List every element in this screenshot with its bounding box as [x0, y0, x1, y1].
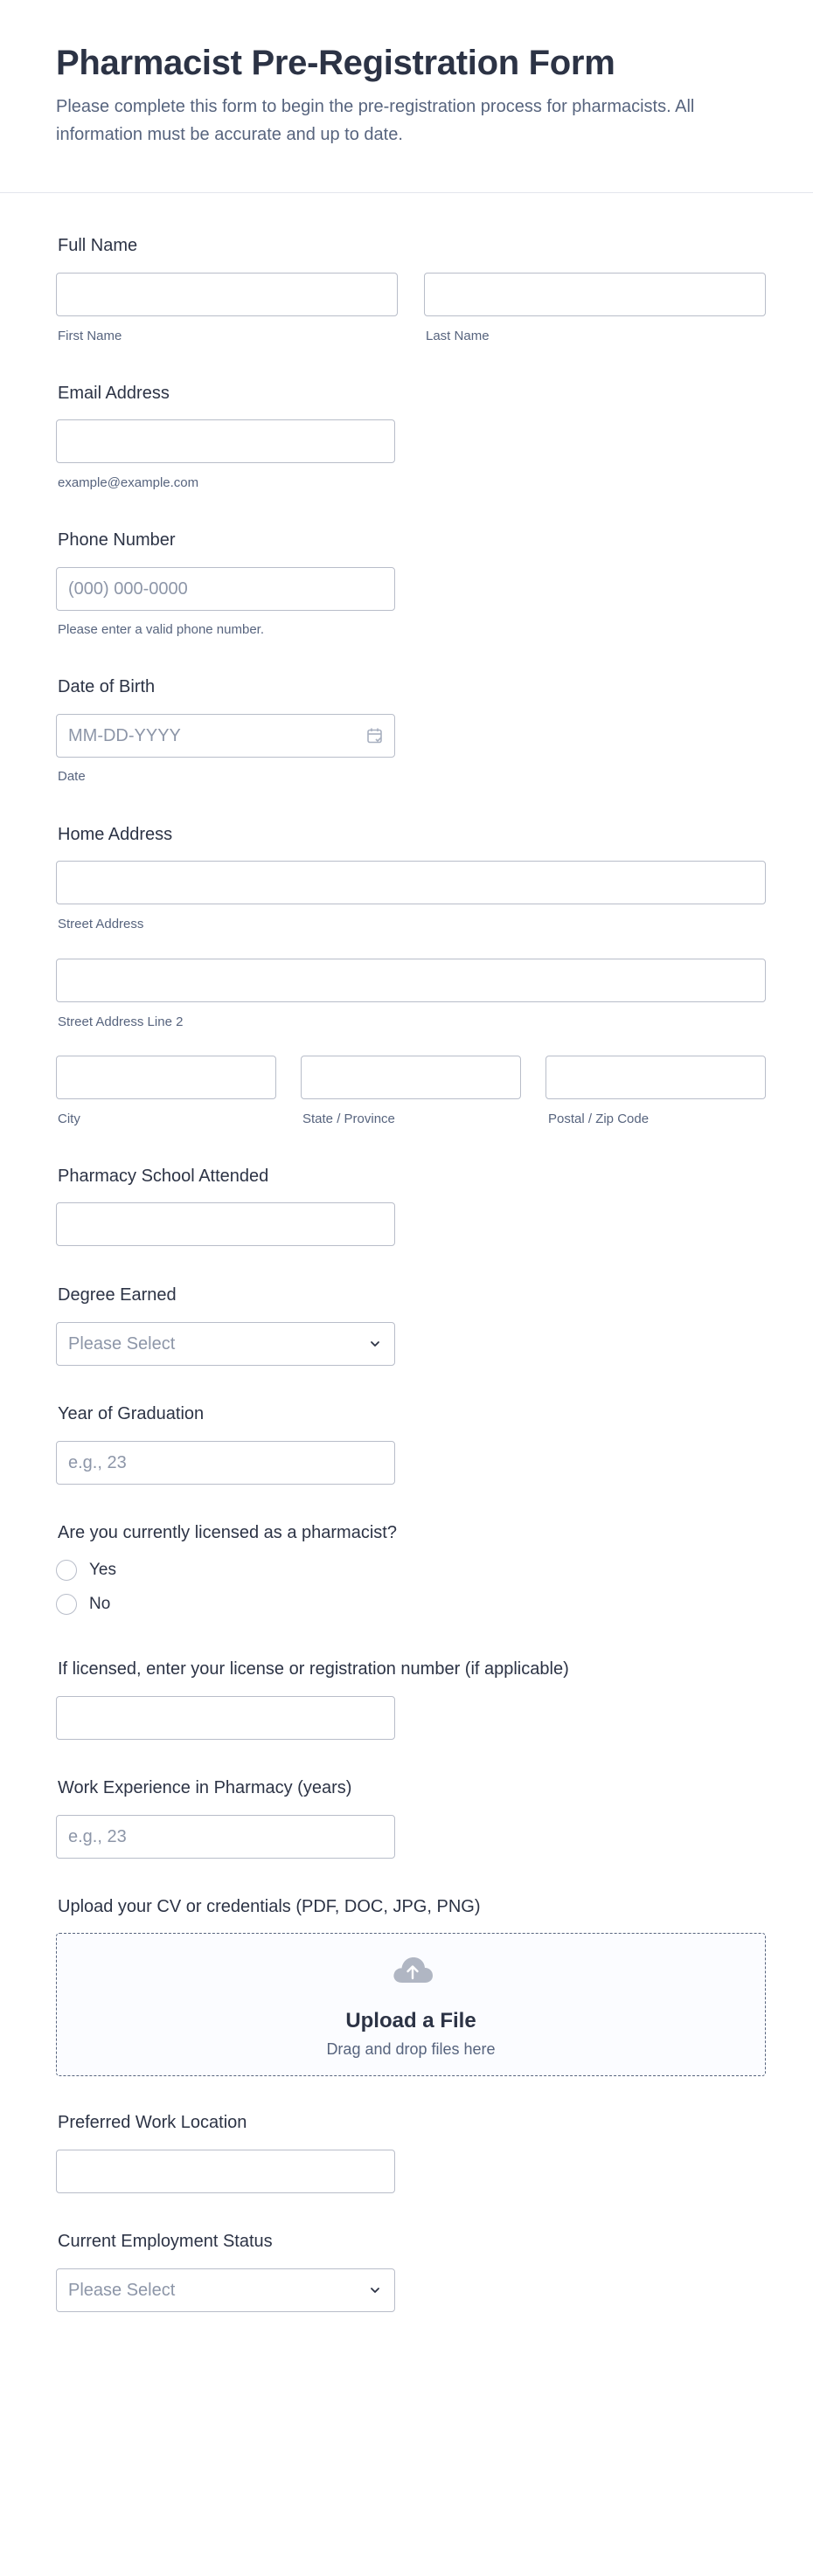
cloud-upload-icon [391, 1953, 434, 1988]
email-input[interactable] [56, 419, 395, 463]
zip-sublabel: Postal / Zip Code [548, 1111, 650, 1126]
degree-label: Degree Earned [58, 1285, 177, 1305]
street-address-line2-input[interactable] [56, 959, 766, 1002]
street-address-sublabel: Street Address [58, 917, 144, 931]
experience-label: Work Experience in Pharmacy (years) [58, 1778, 352, 1797]
employment-select[interactable] [56, 2268, 395, 2312]
form-title: Pharmacist Pre-Registration Form [56, 44, 615, 82]
phone-input[interactable] [56, 567, 395, 611]
degree-selected-value: Please Select [68, 1333, 176, 1354]
calendar-icon[interactable] [366, 727, 384, 744]
state-input[interactable] [301, 1056, 521, 1099]
zip-input[interactable] [545, 1056, 766, 1099]
phone-sublabel: Please enter a valid phone number. [58, 622, 264, 637]
street-address-input[interactable] [56, 861, 766, 904]
phone-placeholder: (000) 000-0000 [68, 578, 188, 599]
location-input[interactable] [56, 2150, 395, 2193]
dob-label: Date of Birth [58, 677, 156, 696]
chevron-down-icon [366, 1335, 384, 1353]
first-name-sublabel: First Name [58, 329, 122, 343]
location-label: Preferred Work Location [58, 2113, 247, 2132]
upload-title: Upload a File [345, 2009, 476, 2032]
school-label: Pharmacy School Attended [58, 1167, 269, 1186]
dob-placeholder: MM-DD-YYYY [68, 725, 181, 745]
graduation-input[interactable] [56, 1441, 395, 1485]
license-number-label: If licensed, enter your license or registration number (if applicable) [58, 1659, 569, 1679]
upload-subtitle: Drag and drop files here [326, 2040, 496, 2058]
email-sublabel: example@example.com [58, 475, 199, 490]
state-sublabel: State / Province [302, 1111, 395, 1126]
upload-label: Upload your CV or credentials (PDF, DOC, JPG, PNG) [58, 1897, 481, 1916]
address-label: Home Address [58, 825, 173, 844]
employment-selected-value: Please Select [68, 2280, 176, 2300]
first-name-input[interactable] [56, 273, 398, 316]
form-subtitle: Please complete this form to begin the pre-registration process for pharmacists. All information must be accurate and up to date. [56, 97, 695, 144]
employment-label: Current Employment Status [58, 2232, 273, 2251]
file-upload-dropzone[interactable] [56, 1933, 766, 2076]
school-input[interactable] [56, 1202, 395, 1246]
radio-yes[interactable] [56, 1560, 77, 1581]
graduation-placeholder: e.g., 23 [68, 1452, 127, 1472]
licensed-option-yes[interactable] [56, 1560, 116, 1581]
licensed-option-no[interactable] [56, 1594, 110, 1615]
dob-sublabel: Date [58, 769, 86, 784]
radio-no-label: No [89, 1595, 111, 1613]
email-label: Email Address [58, 384, 170, 403]
city-input[interactable] [56, 1056, 276, 1099]
dob-input[interactable] [56, 714, 395, 758]
last-name-input[interactable] [424, 273, 766, 316]
radio-no[interactable] [56, 1594, 77, 1615]
city-sublabel: City [58, 1111, 80, 1126]
radio-yes-label: Yes [89, 1561, 116, 1579]
chevron-down-icon [366, 2282, 384, 2299]
license-number-input[interactable] [56, 1696, 395, 1740]
full-name-label: Full Name [58, 236, 138, 255]
last-name-sublabel: Last Name [426, 329, 490, 343]
experience-placeholder: e.g., 23 [68, 1826, 127, 1846]
phone-label: Phone Number [58, 530, 176, 550]
licensed-label: Are you currently licensed as a pharmacist? [58, 1523, 397, 1542]
graduation-label: Year of Graduation [58, 1404, 205, 1423]
form-header [0, 0, 813, 193]
street-address-line2-sublabel: Street Address Line 2 [58, 1014, 184, 1029]
experience-input[interactable] [56, 1815, 395, 1859]
degree-select[interactable] [56, 1322, 395, 1366]
